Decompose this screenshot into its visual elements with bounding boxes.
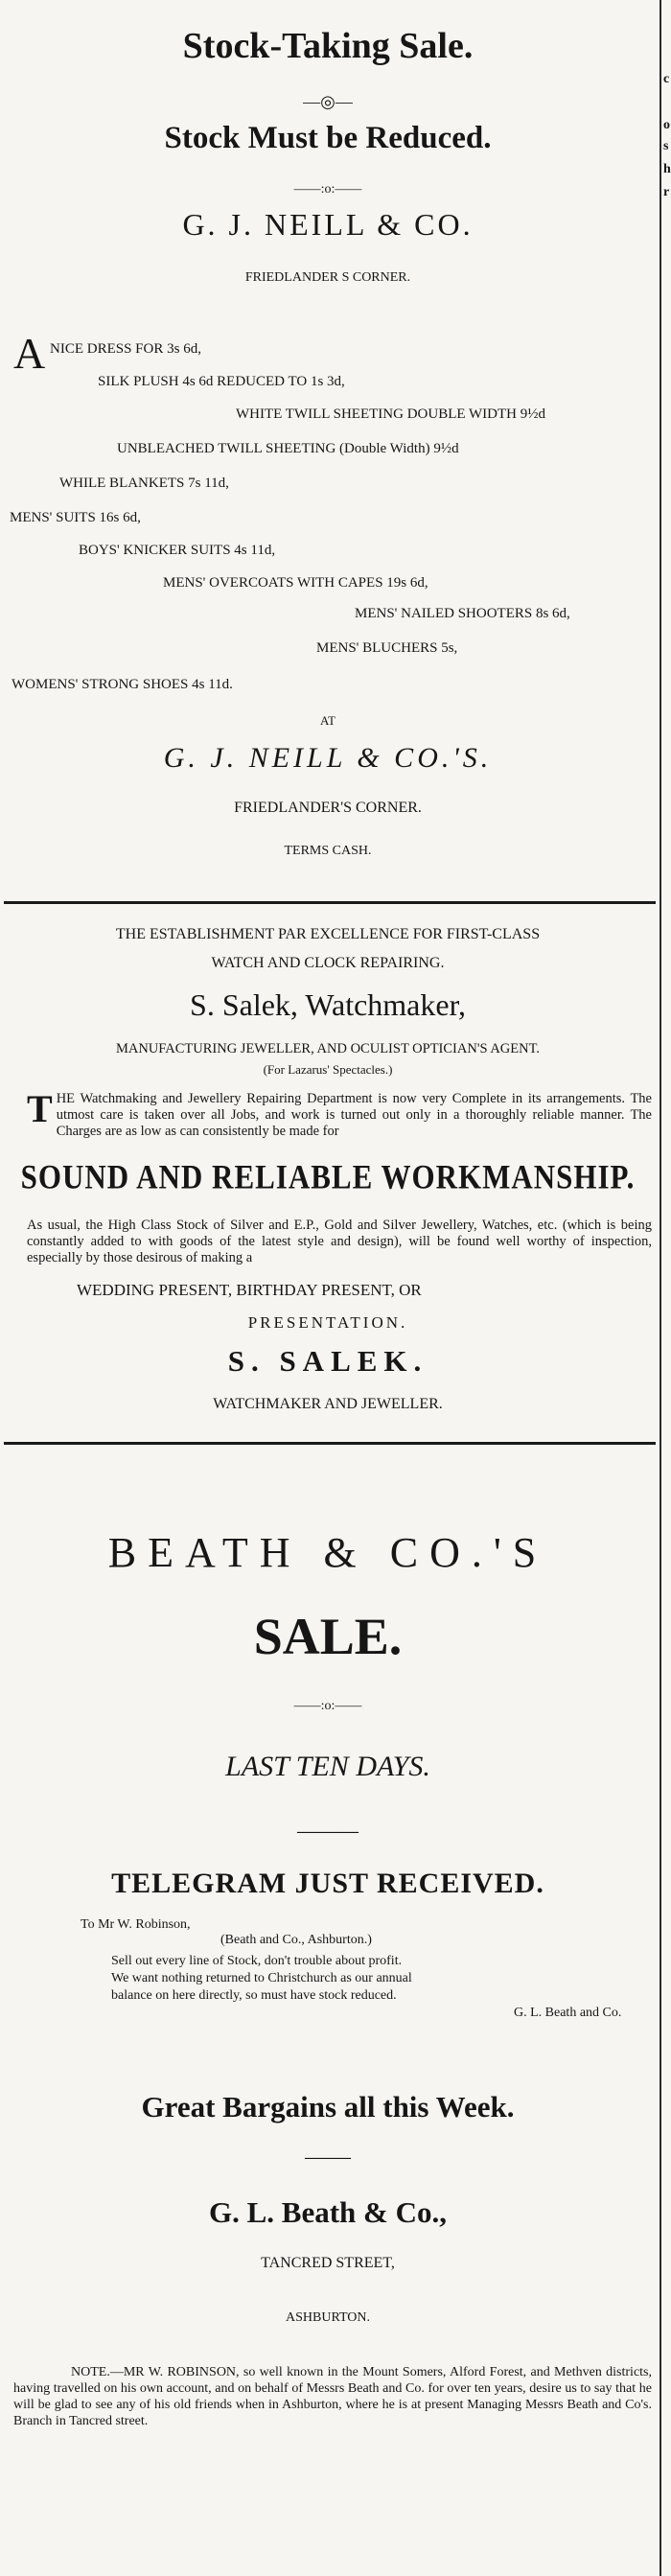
salek-gifts: WEDDING PRESENT, BIRTHDAY PRESENT, OR — [77, 1281, 422, 1299]
neill-item: WHITE TWILL SHEETING DOUBLE WIDTH 9½d — [236, 406, 545, 422]
neill-item: WHILE BLANKETS 7s 11d, — [59, 476, 229, 491]
beath-telegram-line: We want nothing returned to Christchurch as our annual — [111, 1971, 412, 1985]
edge-glyph: r — [663, 185, 670, 199]
beath-bargains: Great Bargains all this Week. — [141, 2090, 515, 2123]
neill-item: BOYS' KNICKER SUITS 4s 11d, — [79, 543, 276, 558]
salek-signature: S. SALEK. — [227, 1344, 428, 1378]
neill-item: UNBLEACHED TWILL SHEETING (Double Width) 9½d — [117, 441, 459, 456]
salek-role: MANUFACTURING JEWELLER, AND OCULIST OPTICIAN'S AGENT. — [115, 1041, 541, 1056]
salek-paragraph-text: HE Watchmaking and Jewellery Repairing Department is now very Complete in its arrangements. The utmost care is taken over all Jobs, and work is turned out only in a thoroughly reliable manner. The Charges are as low as can consistently be made for — [56, 1091, 652, 1139]
neill-item: NICE DRESS FOR 3s 6d, — [50, 341, 201, 357]
beath-note — [13, 2364, 652, 2429]
neill-terms: TERMS CASH. — [284, 844, 372, 858]
beath-telegram-firm: (Beath and Co., Ashburton.) — [220, 1933, 372, 1947]
beath-telegram-line: balance on here directly, so must have stock reduced. — [111, 1988, 397, 2003]
ad-separator — [4, 901, 656, 904]
salek-paragraph-2: As usual, the High Class Stock of Silver and E.P., Gold and Silver Jewellery, Watches, etc. (which is being constantly added to with goods of the latest style and design), will be found well worthy of inspection, especially by those desirous of making a — [27, 1218, 652, 1265]
salek-role-note: (For Lazarus' Spectacles.) — [263, 1062, 393, 1077]
neill-dropcap: A — [13, 329, 46, 378]
beath-divider-3: ——— — [305, 2149, 351, 2166]
salek-headline: THE ESTABLISHMENT PAR EXCELLENCE FOR FIRST-CLASS — [115, 926, 541, 942]
neill-item: MENS' OVERCOATS WITH CAPES 19s 6d, — [163, 575, 428, 591]
edge-glyph: o — [663, 118, 670, 132]
neill-location: FRIEDLANDER S CORNER. — [244, 270, 411, 285]
beath-telegram-signed: G. L. Beath and Co. — [514, 2006, 622, 2020]
beath-sale: SALE. — [253, 1608, 403, 1665]
beath-title: BEATH & CO.'S — [107, 1529, 548, 1576]
ad-separator — [4, 1442, 656, 1445]
neill-divider: ——:o:—— — [293, 182, 362, 197]
beath-divider: ——:o:—— — [293, 1699, 362, 1713]
neill-item: SILK PLUSH 4s 6d REDUCED TO 1s 3d, — [98, 374, 345, 389]
edge-glyph: s — [663, 139, 669, 153]
salek-dropcap: T — [27, 1087, 53, 1130]
salek-headline-2: WATCH AND CLOCK REPAIRING. — [211, 955, 445, 971]
neill-item: MENS' NAILED SHOOTERS 8s 6d, — [355, 606, 570, 621]
salek-name: S. Salek, Watchmaker, — [190, 987, 466, 1022]
neill-company: G. J. NEILL & CO. — [182, 207, 474, 242]
neill-title: Stock-Taking Sale. — [182, 26, 474, 66]
neill-company-footer: G. J. NEILL & CO.'S. — [163, 742, 493, 774]
beath-street: TANCRED STREET, — [261, 2255, 395, 2271]
neill-ornament: —◎— — [303, 92, 353, 111]
beath-days: LAST TEN DAYS. — [225, 1751, 430, 1782]
beath-telegram-to: To Mr W. Robinson, — [81, 1917, 191, 1932]
edge-glyph: h — [663, 162, 671, 176]
neill-subtitle: Stock Must be Reduced. — [164, 121, 492, 155]
beath-note-label: NOTE.— — [71, 2365, 124, 2379]
neill-location-footer: FRIEDLANDER'S CORNER. — [234, 800, 422, 816]
neill-item: MENS' BLUCHERS 5s, — [316, 640, 458, 656]
salek-paragraph — [27, 1087, 652, 1140]
column-rule — [659, 0, 661, 2576]
neill-item: MENS' SUITS 16s 6d, — [10, 510, 141, 525]
beath-telegram: TELEGRAM JUST RECEIVED. — [111, 1868, 544, 1899]
salek-presentation: PRESENTATION. — [247, 1313, 408, 1332]
beath-divider-2: ———— — [297, 1823, 359, 1840]
beath-telegram-line: Sell out every line of Stock, don't trouble about profit. — [111, 1954, 403, 1968]
neill-at: AT — [320, 713, 336, 728]
edge-glyph: c — [663, 72, 670, 86]
beath-company: G. L. Beath & Co., — [209, 2195, 447, 2229]
salek-slogan: SOUND AND RELIABLE WORKMANSHIP. — [20, 1157, 636, 1196]
beath-note-text: MR W. ROBINSON, so well known in the Mount Somers, Alford Forest, and Methven districts, having travelled on his own account, and on behalf of Messrs Beath and Co. for over ten years, desire us to say that he will be glad to see any of his old friends when in Ashburton, where he is at present Managing Messrs Beath and Co's. Branch in Tancred street. — [13, 2365, 652, 2428]
beath-town: ASHBURTON. — [286, 2310, 370, 2325]
neill-item: WOMENS' STRONG SHOES 4s 11d. — [12, 677, 233, 692]
salek-signature-role: WATCHMAKER AND JEWELLER. — [213, 1396, 443, 1412]
